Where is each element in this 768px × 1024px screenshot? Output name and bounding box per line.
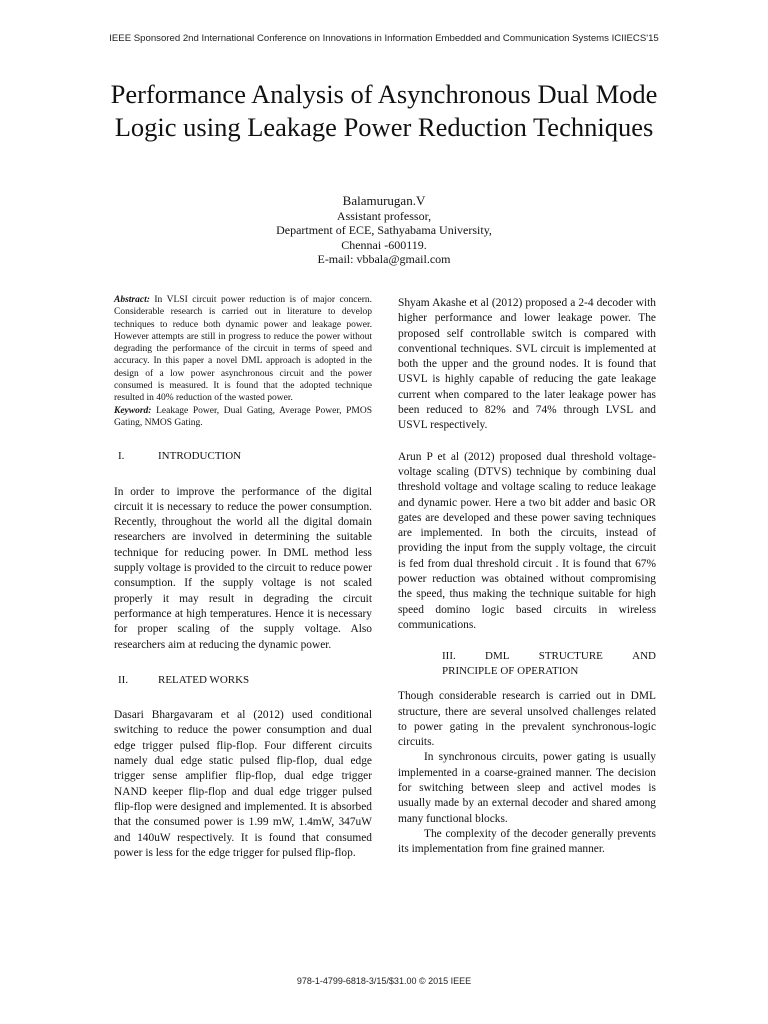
- related-works-paragraph-3: Arun P et al (2012) proposed dual threshold voltage-voltage scaling (DTVS) technique by combining dual threshold voltage and voltage scaling to reduce leakage and dynamic power. Here a two bit adder and basic OR gates are developed and these power saving techniques are implemented. In both the circuits, instead of providing the input from the supply voltage, the circuit is fed from dual threshold circuit . It is found that 67% power reduction was obtained without compromising the speed, thus making the technique suitable for high speed domino logic based circuits in wireless communications.: [398, 450, 656, 631]
- dml-paragraph-3: The complexity of the decoder generally prevents its implementation from fine grained manner.: [398, 827, 656, 856]
- copyright-footer: 978-1-4799-6818-3/15/$31.00 © 2015 IEEE: [296, 976, 472, 986]
- keywords: [114, 405, 372, 430]
- dml-paragraph-1: Though considerable research is carried out in DML structure, there are several unsolved challenges related to power gating in the prevalent synchronous-logic circuits.: [398, 690, 656, 749]
- author-city: Chennai -600119.: [341, 237, 427, 252]
- abstract: [114, 294, 372, 405]
- keywords-label: Keyword:: [114, 405, 152, 416]
- author-email: E-mail: vbbala@gmail.com: [317, 252, 451, 267]
- author-name: Balamurugan.V: [342, 193, 426, 208]
- section-heading-dml-structure: III. DML STRUCTURE AND PRINCIPLE OF OPERATION: [442, 650, 656, 678]
- section-heading-related-works: II. RELATED WORKS: [118, 673, 250, 686]
- abstract-label: Abstract:: [114, 295, 150, 305]
- author-position: Assistant professor,: [336, 208, 432, 223]
- conference-header: IEEE Sponsored 2nd International Conference on Innovations in Information Embedded and Communication Systems ICIIECS'15: [109, 33, 659, 44]
- abstract-text: In VLSI circuit power reduction is of major concern. Considerable research is carried out in literature to develop techniques to reduce both dynamic power and leakage power. However attempts are still in progress to reduce the power without degrading the performance of the circuit in terms of speed and accuracy. In this paper a novel DML approach is adopted in the design of a low power asynchronous circuit and the power consumed is measured. It is found that the adopted technique resulted in 40% reduction of the wasted power.: [114, 295, 372, 404]
- introduction-text: In order to improve the performance of the digital circuit it is necessary to reduce the power consumption. Recently, throughout the world all the digital domain researchers are involved in determining the suitable technique for reducing power. In DML method less supply voltage is provided to the circuit to reduce power consumption. If the supply voltage is not scaled properly it may result in degrading the circuit performance at high temperatures. Hence it is necessary for proper scaling of the supply voltage. Also researchers aim at reducing the dynamic power.: [114, 485, 372, 651]
- paper-title: Performance Analysis of Asynchronous Dual Mode Logic using Leakage Power Reduction Techniques: [110, 79, 658, 142]
- author-department: Department of ECE, Sathyabama University,: [276, 223, 492, 238]
- section-heading-introduction: I. INTRODUCTION: [118, 450, 242, 463]
- author-block: [0, 194, 768, 267]
- left-column: [114, 294, 372, 861]
- dml-paragraph-2: In synchronous circuits, power gating is usually implemented in a coarse-grained manner. The decision for switching between sleep and activel modes is usually made by an external decoder and shared among many functional blocks.: [398, 751, 656, 825]
- related-works-text: Dasari Bhargavaram et al (2012) used conditional switching to reduce the power consumption and dual edge trigger pulsed flip-flop. Four different circuits namely dual edge static pulsed flip-flop, dual edge trigger sense amplifier flip-flop, dual edge trigger NAND keeper flip-flop and dual edge trigger pulsed flip-flop were designed and implemented. It is absorbed that the consumed power is 1.99 mW, 1.4mW, 347uW and 140uW respectively. It is found that consumed power is less for the edge trigger for pulsed flip-flop.: [114, 709, 372, 859]
- right-column: [398, 296, 656, 858]
- related-works-paragraph-2: Shyam Akashe et al (2012) proposed a 2-4 decoder with higher performance and lower leakage power. The proposed self controllable switch is compared with conventional techniques. SVL circuit is implemented at both the upper and the ground nodes. It is found that USVL is highly capable of reducing the gate leakage current when compared to the later leakage power has been reduced to 82% and 74% through LVSL and USVL respectively.: [398, 297, 656, 432]
- keywords-text: Leakage Power, Dual Gating, Average Power, PMOS Gating, NMOS Gating.: [114, 405, 372, 428]
